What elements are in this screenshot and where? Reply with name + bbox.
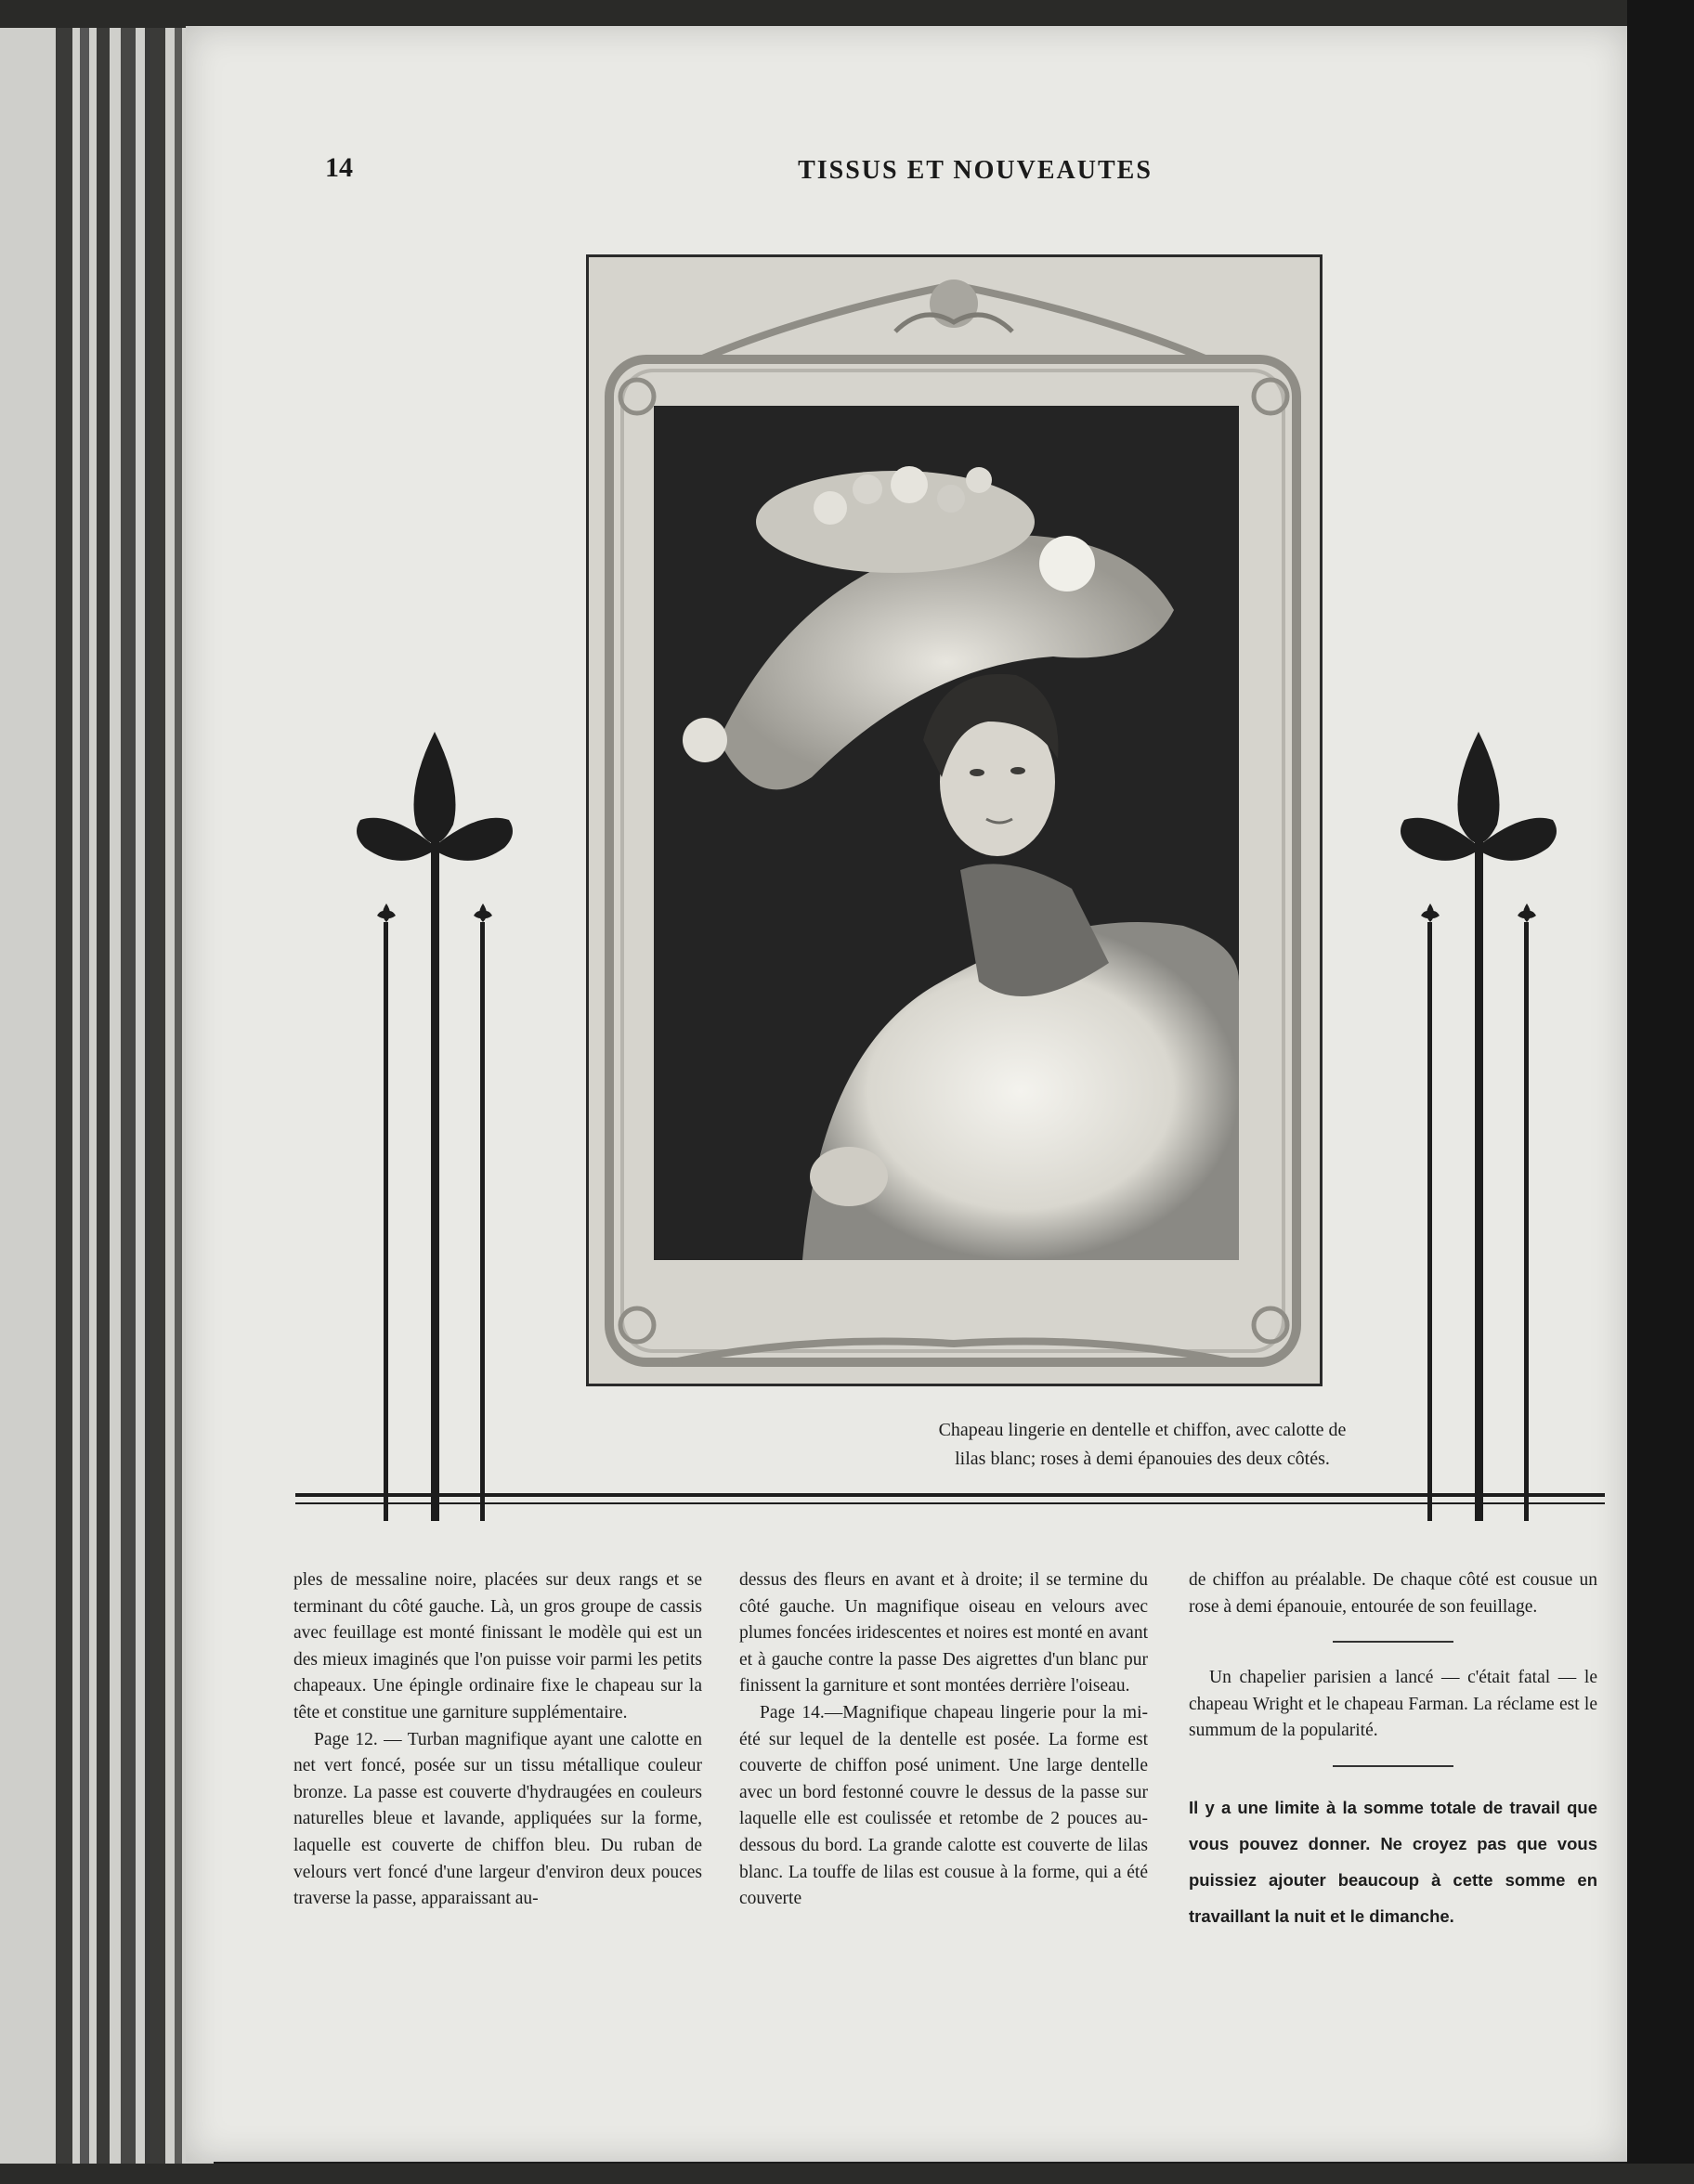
horizontal-rule-top — [295, 1493, 1605, 1497]
scan-right-border — [1627, 0, 1694, 2184]
page-number: 14 — [325, 152, 353, 183]
text-column-3 — [1189, 1567, 1597, 1934]
notice-box: Il y a une limite à la somme totale de travail que vous pouvez donner. Ne croyez pas que vous puissiez ajouter beaucoup à cette somme en travaillant la nuit et le dimanche. — [1189, 1797, 1597, 1926]
col1-paragraph-1: ples de messaline noire, placées sur deux rangs et se terminant du côté gauche. Là, un gros groupe de cassis avec feuillage est monté finissant le modèle qui est un des mieux imaginés que l'on puisse voir parmi les petits chapeaux. Une épingle ordinaire fixe le chapeau sur la tête et constitue une garniture supplémentaire. — [293, 1570, 702, 1722]
magazine-page — [186, 26, 1627, 2162]
col2-paragraph-1: dessus des fleurs en avant et à droite; il se termine du côté gauche. Un magnifique oiseau en velours avec plumes foncées iridescentes et noires est monté en avant et à gauche contre la passe Des aigrettes d'un blanc pur finissent la garniture et sont montées derrière l'oiseau. — [739, 1570, 1148, 1696]
col2-paragraph-2: Page 14.—Magnifique chapeau lingerie pour la mi-été sur lequel de la dentelle est posée. La forme est couverte de chiffon posé uniment. Une large dentelle avec un bord festonné couvre le dessus de la passe sur laquelle elle est coulissée et retombe de 2 pouces au-dessous du bord. La grande calotte est couverte de lilas blanc. La touffe de lilas est cousue à la forme, qui a été couverte — [739, 1702, 1148, 1909]
horizontal-rule-bottom — [295, 1502, 1605, 1504]
separator-2 — [1333, 1765, 1453, 1767]
photo-plate — [586, 254, 1323, 1386]
figure-caption — [827, 1416, 1458, 1474]
right-fleur-de-lis-ornament — [1395, 722, 1562, 1521]
col1-paragraph-2: Page 12. — Turban magnifique ayant une calotte en net vert foncé, posée sur un tissu métallique couleur bronze. La passe est couverte d'hydraugées en couleurs naturelles bleue et lavande, appliquées sur la forme, laquelle est couverte de chiffon bleu. Du ruban de velours vert foncé d'une largeur d'environ deux pouces traverse la passe, apparaissant au- — [293, 1729, 702, 1909]
text-column-2 — [739, 1567, 1148, 1913]
running-title: TISSUS ET NOUVEAUTES — [798, 156, 1153, 185]
caption-line-1: Chapeau lingerie en dentelle et chiffon, avec calotte de — [938, 1420, 1347, 1440]
col3-paragraph-1: de chiffon au préalable. De chaque côté est cousue un rose à demi épanouie, entourée de son feuillage. — [1189, 1570, 1597, 1617]
framed-portrait-photo — [589, 257, 1320, 1384]
text-column-1 — [293, 1567, 702, 1913]
book-edges — [0, 0, 214, 2184]
left-fleur-de-lis-ornament — [351, 722, 518, 1521]
separator-1 — [1333, 1641, 1453, 1643]
scan-bottom-border — [0, 2164, 1694, 2184]
scan-top-border — [0, 0, 1694, 28]
caption-line-2: lilas blanc; roses à demi épanouies des deux côtés. — [955, 1449, 1330, 1469]
col3-paragraph-2: Un chapelier parisien a lancé — c'était fatal — le chapeau Wright et le chapeau Farman. La réclame est le summum de la popularité. — [1189, 1668, 1597, 1741]
